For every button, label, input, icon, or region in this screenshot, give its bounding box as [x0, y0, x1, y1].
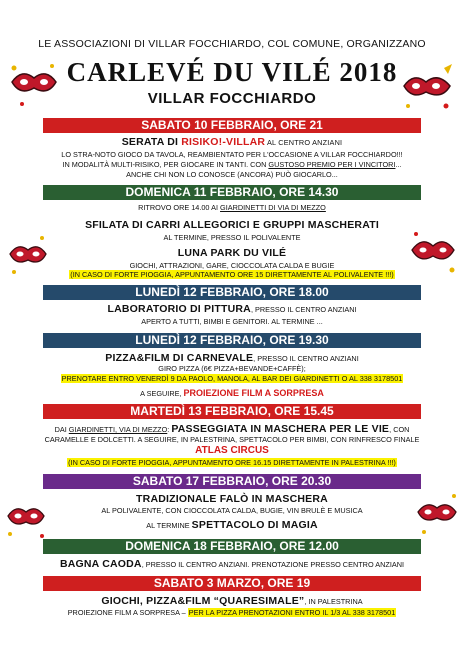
- date-banner-sat-10-feb: SABATO 10 FEBBRAIO, ORE 21: [43, 118, 421, 133]
- date-banner-mon-12-feb-1930: LUNEDÌ 12 FEBBRAIO, ORE 19.30: [43, 333, 421, 348]
- walk-from: DAI: [54, 425, 69, 434]
- film-after: [0, 389, 464, 398]
- pizza-film-event: [0, 352, 464, 364]
- carnival-mask-icon: [8, 58, 60, 110]
- lent-sub: [0, 608, 464, 617]
- surprise-film: PROIEZIONE FILM A SORPRESA: [183, 388, 324, 398]
- lent-booking: PER LA PIZZA PRENOTAZIONI ENTRO IL 1/3 AL 338 3178501: [188, 608, 396, 617]
- walk-title: PASSEGGIATA IN MASCHERA PER LE VIE: [171, 423, 390, 435]
- pizza-film-title: PIZZA&FILM DI CARNEVALE: [105, 352, 254, 364]
- bagna-caoda: [0, 558, 464, 570]
- painting-sub: APERTO A TUTTI, BIMBI E GENITORI. AL TERMINE ...: [141, 317, 323, 326]
- date-banner-mon-12-feb-18: LUNEDÌ 12 FEBBRAIO, ORE 18.00: [43, 285, 421, 300]
- luna-park-title: LUNA PARK DU VILÉ: [177, 247, 287, 259]
- rain-note-text: (IN CASO DI FORTE PIOGGIA, APPUNTAMENTO ORE 16.15 DIRETTAMENTE IN PALESTRINA !!!): [68, 458, 396, 467]
- mode-text: IN MODALITÀ MULTI-RISIKO, PER GIOCARE IN TANTI. CON: [62, 160, 269, 169]
- painting-workshop: [0, 303, 464, 315]
- bagna-caoda-info: , PRESSO IL CENTRO ANZIANI. PRENOTAZIONE PRESSO CENTRO ANZIANI: [141, 560, 405, 569]
- magic-title: SPETTACOLO DI MAGIA: [191, 519, 318, 531]
- date-banner-sat-3-mar: SABATO 3 MARZO, ORE 19: [43, 576, 421, 591]
- walk-colon: :: [167, 425, 172, 434]
- event-title-risiko: [0, 136, 464, 149]
- risiko-mode: [0, 160, 464, 169]
- walk-with: , CON: [389, 425, 410, 434]
- painting-title: LABORATORIO DI PITTURA: [107, 303, 251, 315]
- lent-film: PROIEZIONE FILM A SORPRESA –: [67, 608, 188, 617]
- atlas-circus: ATLAS CIRCUS: [195, 445, 269, 456]
- date-banner-sun-11-feb: DOMENICA 11 FEBBRAIO, ORE 14.30: [43, 185, 421, 200]
- rain-note-polivalente: [0, 270, 464, 279]
- walk-place: GIARDINETTI, VIA DI MEZZO: [68, 425, 168, 434]
- bonfire-sub: AL POLIVALENTE, CON CIOCCOLATA CALDA, BUGIE, VIN BRULÈ E MUSICA: [101, 506, 363, 515]
- magic-pre: AL TERMINE: [146, 521, 192, 530]
- pizza-booking: [0, 374, 464, 383]
- magic-show: [0, 519, 464, 531]
- meeting-place: GIARDINETTI DI VIA DI MEZZO: [220, 203, 326, 212]
- organizers-line: LE ASSOCIAZIONI DI VILLAR FOCCHIARDO, COL COMUNE, ORGANIZZANO: [38, 38, 426, 50]
- booking-text: PRENOTARE ENTRO VENERDÌ 9 DA PAOLO, MANOLA, AL BAR DEI GIARDINETTI O AL 338 3178501: [61, 374, 403, 383]
- bonfire-title: TRADIZIONALE FALÒ IN MASCHERA: [136, 493, 328, 505]
- date-banner-sat-17-feb: SABATO 17 FEBBRAIO, ORE 20.30: [43, 474, 421, 489]
- title-text: SERATA DI: [121, 136, 182, 148]
- town-subtitle: VILLAR FOCCHIARDO: [147, 90, 317, 107]
- lent-event: [0, 595, 464, 607]
- risiko-name: RISIKO!-VILLAR: [181, 136, 266, 148]
- prize-text: GUSTOSO PREMIO PER I VINCITORI: [268, 160, 396, 169]
- rain-note-palestrina: [0, 458, 464, 467]
- parade-sub: AL TERMINE, PRESSO IL POLIVALENTE: [163, 233, 301, 242]
- luna-park-sub: GIOCHI, ATTRAZIONI, GARE, CIOCCOLATA CALDA E BUGIE: [129, 261, 335, 270]
- meeting-time: RITROVO ORE 14.00 AI: [138, 203, 221, 212]
- parade-walk: [0, 423, 464, 435]
- meeting-point: [0, 203, 464, 212]
- risiko-note: ANCHE CHI NON LO CONOSCE (ANCORA) PUÒ GIOCARLO...: [126, 170, 338, 179]
- after-text: A SEGUIRE,: [140, 389, 184, 398]
- carnival-mask-icon: [398, 60, 456, 112]
- painting-location: , PRESSO IL CENTRO ANZIANI: [250, 305, 357, 314]
- pizza-film-location: , PRESSO IL CENTRO ANZIANI: [253, 354, 359, 363]
- bagna-caoda-title: BAGNA CAODA: [59, 558, 142, 570]
- lent-title: GIOCHI, PIZZA&FILM “QUARESIMALE”: [101, 595, 305, 607]
- date-banner-tue-13-feb: MARTEDÌ 13 FEBBRAIO, ORE 15.45: [43, 404, 421, 419]
- location-text: AL CENTRO ANZIANI: [265, 138, 343, 147]
- date-banner-sun-18-feb: DOMENICA 18 FEBBRAIO, ORE 12.00: [43, 539, 421, 554]
- pizza-price: GIRO PIZZA (6€ PIZZA+BEVANDE+CAFFÈ);: [158, 364, 306, 373]
- mode-ellipsis: ...: [395, 160, 402, 169]
- parade-title: SFILATA DI CARRI ALLEGORICI E GRUPPI MASCHERATI: [85, 219, 379, 231]
- rain-note-text: (IN CASO DI FORTE PIOGGIA, APPUNTAMENTO ORE 15 DIRETTAMENTE AL POLIVALENTE !!!): [70, 270, 394, 279]
- poster-title: CARLEVÉ DU VILÉ 2018: [66, 57, 398, 87]
- walk-description: CARAMELLE E DOLCETTI. A SEGUIRE, IN PALESTRINA, SPETTACOLO PER BIMBI, CON RINFRESCO FINALE: [44, 435, 420, 444]
- lent-location: , IN PALESTRINA: [304, 597, 363, 606]
- risiko-description: LO STRA-NOTO GIOCO DA TAVOLA, REAMBIENTATO PER L'OCCASIONE A VILLAR FOCCHIARDO!!!: [61, 150, 403, 159]
